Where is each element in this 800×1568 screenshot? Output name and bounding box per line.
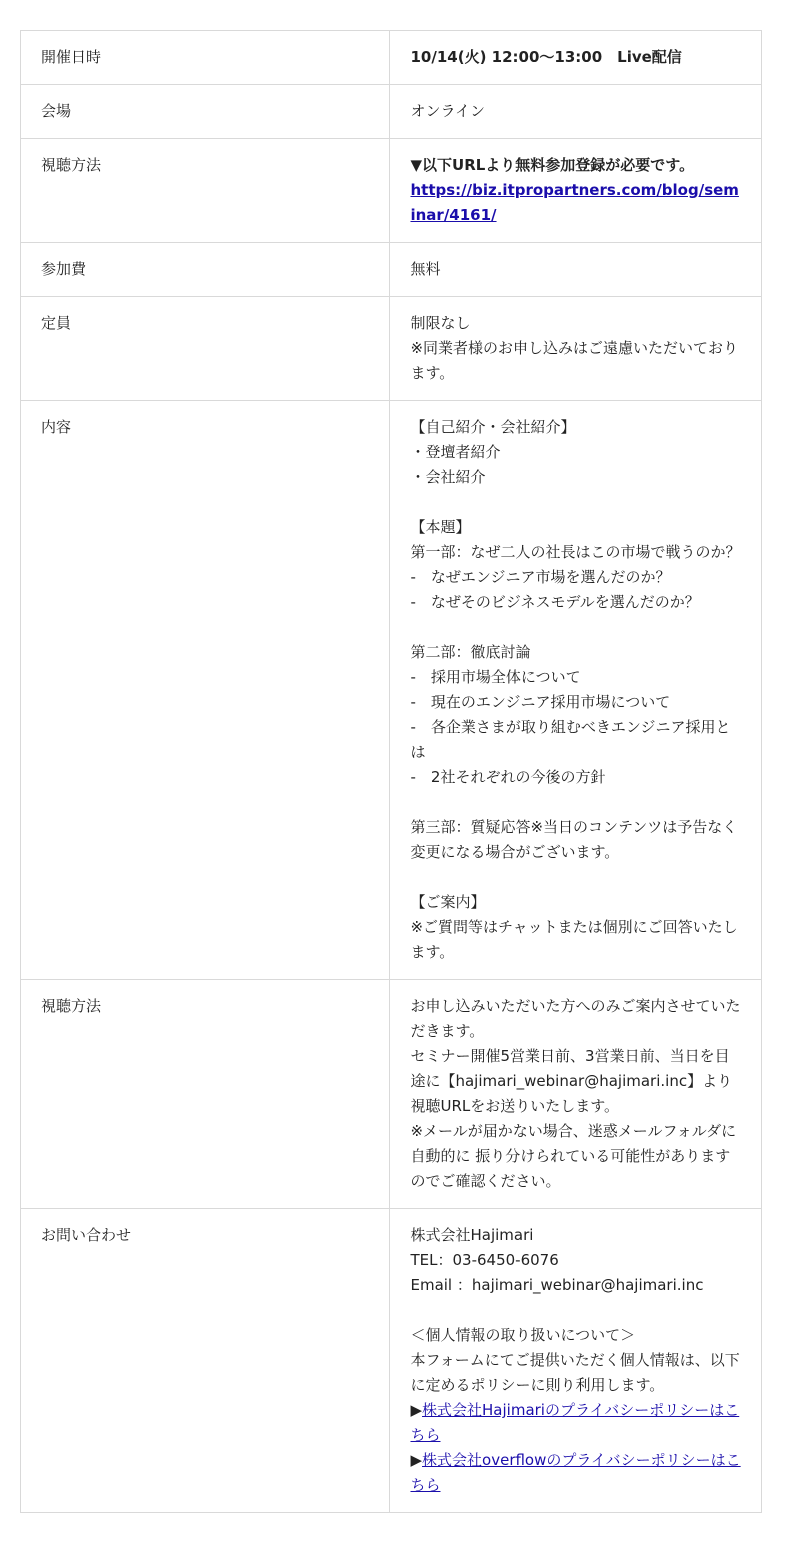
contact-line: ＜個人情報の取り扱いについて＞: [410, 1326, 636, 1344]
row-label-contact: お問い合わせ: [21, 1209, 390, 1513]
contact-line: 本フォームにてご提供いただく個人情報は、以下に定めるポリシーに則り利用します。: [410, 1351, 740, 1394]
contact-line: [410, 1298, 741, 1323]
content-line: 【自己紹介・会社紹介】: [410, 418, 576, 436]
contact-line: 株式会社Hajimari: [410, 1226, 534, 1244]
row-value-capacity: [390, 297, 762, 401]
policy-line-overflow: [410, 1448, 741, 1498]
overflow-privacy-policy-link[interactable]: 株式会社overflowのプライバシーポリシーはこちら: [410, 1451, 741, 1494]
row-label-venue: 会場: [21, 85, 390, 139]
content-line: [410, 490, 741, 515]
row-label-viewing: 視聴方法: [21, 139, 390, 243]
content-line: [410, 865, 741, 890]
viewing-info-line: ※メールが届かない場合、迷惑メールフォルダに自動的に 振り分けられている可能性がありますのでご確認ください。: [410, 1122, 737, 1190]
content-line: 【ご案内】: [410, 893, 486, 911]
table-row: [21, 401, 762, 980]
policy-line-hajimari: [410, 1398, 741, 1448]
content-line: - 現在のエンジニア採用市場について: [410, 693, 671, 711]
arrow-right-icon: ▶: [410, 1401, 423, 1419]
row-value-venue: オンライン: [390, 85, 762, 139]
table-row: [21, 980, 762, 1209]
content-line: - なぜそのビジネスモデルを選んだのか？: [410, 593, 700, 611]
row-value-contact: [390, 1209, 762, 1513]
seminar-info-table: [20, 30, 762, 1513]
content-line: - 各企業さまが取り組むべきエンジニア採用とは: [410, 718, 731, 761]
table-row: [21, 1209, 762, 1513]
row-label-viewing-2: 視聴方法: [21, 980, 390, 1209]
row-label-capacity: 定員: [21, 297, 390, 401]
content-line: - なぜエンジニア市場を選んだのか？: [410, 568, 671, 586]
content-line: 第三部：質疑応答※当日のコンテンツは予告なく変更になる場合がございます。: [410, 818, 738, 861]
capacity-line: 制限なし: [410, 314, 471, 332]
content-line: ・会社紹介: [410, 468, 486, 486]
row-value-content: [390, 401, 762, 980]
row-value-viewing: [390, 139, 762, 243]
table-row: [21, 85, 762, 139]
content-line: - 2社それぞれの今後の方針: [410, 768, 606, 786]
content-line: [410, 615, 741, 640]
content-line: [410, 790, 741, 815]
row-label-date: 開催日時: [21, 31, 390, 85]
content-line: ・登壇者紹介: [410, 443, 501, 461]
table-row: [21, 243, 762, 297]
content-line: ※ご質問等はチャットまたは個別にご回答いたします。: [410, 918, 738, 961]
viewing-info-line: セミナー開催5営業日前、3営業日前、当日を目途に【hajimari_webinar@hajimari.inc】より視聴URLをお送りいたします。: [410, 1047, 733, 1115]
hajimari-privacy-policy-link[interactable]: 株式会社Hajimariのプライバシーポリシーはこちら: [410, 1401, 740, 1444]
content-line: - 採用市場全体について: [410, 668, 581, 686]
arrow-right-icon: ▶: [410, 1451, 423, 1469]
row-label-content: 内容: [21, 401, 390, 980]
row-label-fee: 参加費: [21, 243, 390, 297]
contact-line: Email ：hajimari_webinar@hajimari.inc: [410, 1276, 704, 1294]
content-line: 第二部：徹底討論: [410, 643, 531, 661]
contact-line: TEL：03-6450-6076: [410, 1251, 559, 1269]
row-value-viewing-2: [390, 980, 762, 1209]
registration-url-link[interactable]: https://biz.itpropartners.com/blog/seminar/4161/: [410, 181, 739, 224]
table-row: [21, 31, 762, 85]
row-value-date: 10/14(火) 12:00〜13:00 Live配信: [390, 31, 762, 85]
content-line: 第一部：なぜ二人の社長はこの市場で戦うのか？: [410, 543, 741, 561]
content-line: 【本題】: [410, 518, 471, 536]
viewing-info-line: お申し込みいただいた方へのみご案内させていただきます。: [410, 997, 741, 1040]
capacity-line: ※同業者様のお申し込みはご遠慮いただいております。: [410, 339, 739, 382]
table-row: [21, 297, 762, 401]
row-value-fee: 無料: [390, 243, 762, 297]
registration-note: ▼以下URLより無料参加登録が必要です。: [410, 156, 695, 174]
table-row: [21, 139, 762, 243]
